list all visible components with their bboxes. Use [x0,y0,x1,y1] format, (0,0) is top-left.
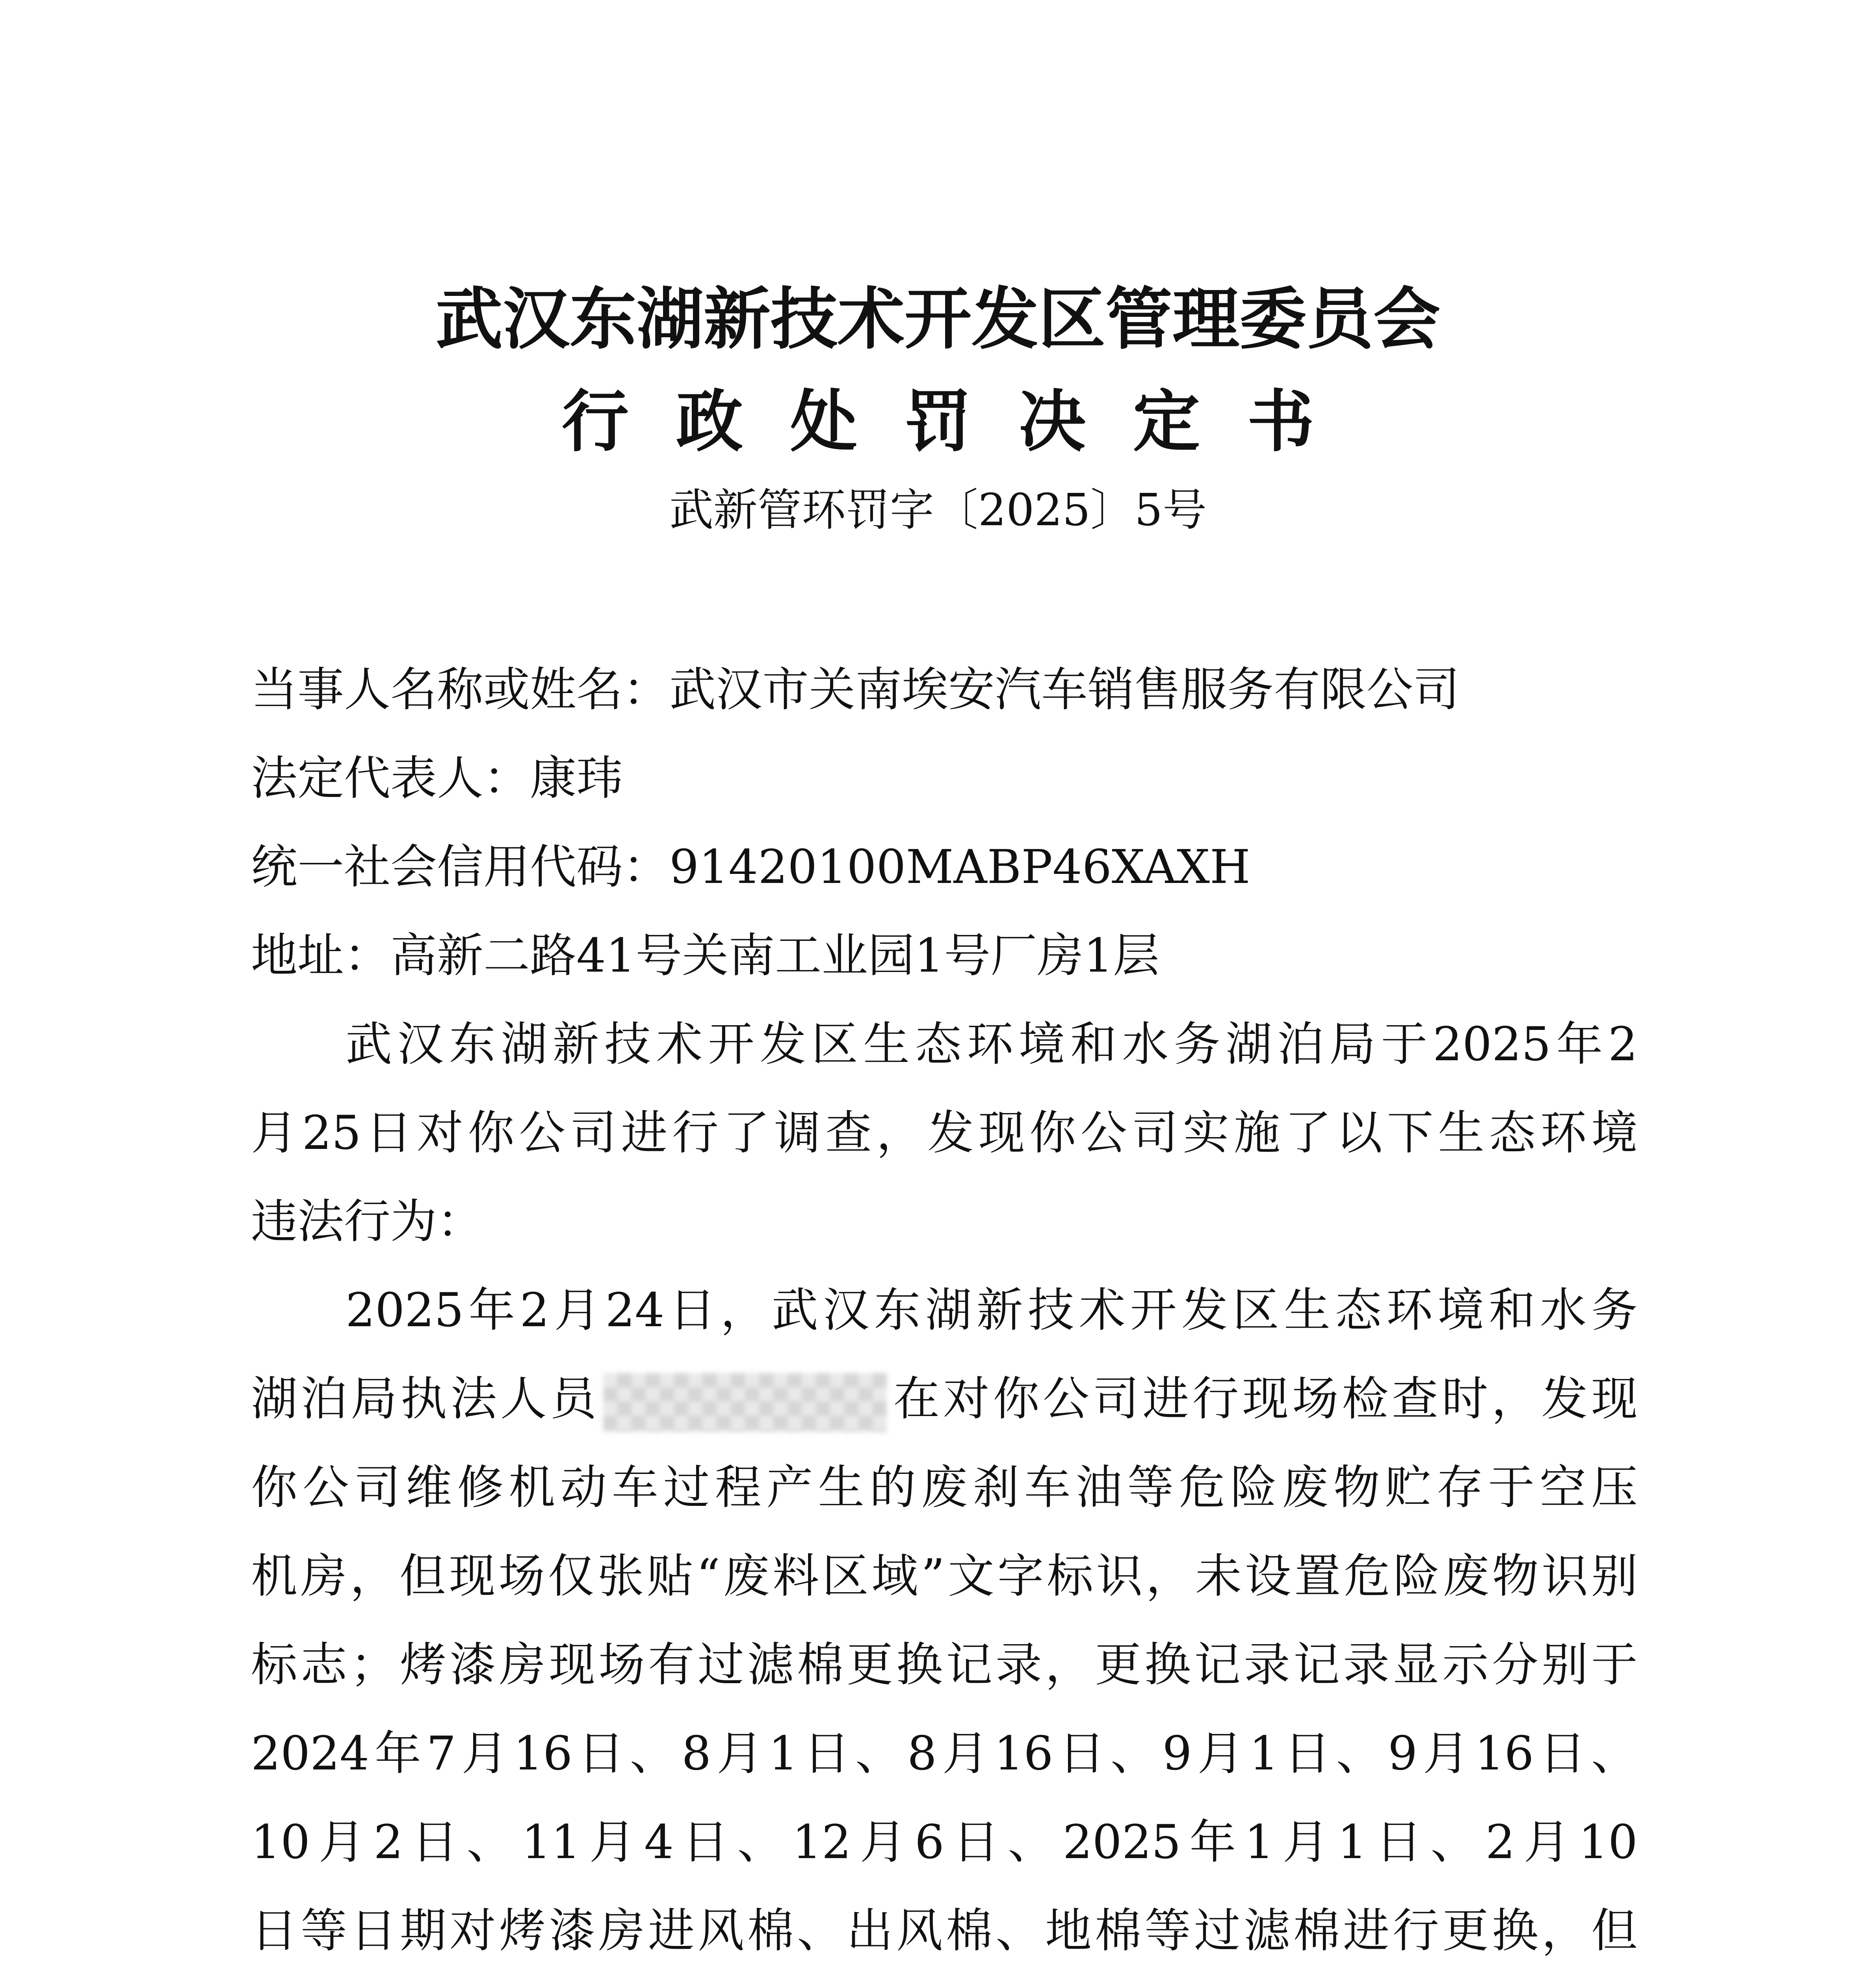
paragraph-2-line: 机房，但现场仅张贴“废料区域”文字标识，未设置危险废物识别 [251,1549,1638,1603]
paragraph-2-line: 标志；烤漆房现场有过滤棉更换记录，更换记录记录显示分别于 [251,1637,1638,1692]
party-name-line: 当事人名称或姓名：武汉市关南埃安汽车销售服务有限公司 [251,662,1460,717]
document-type-title: 行政处罚决定书 [561,382,1361,461]
paragraph-2-line: 10月2日、11月4日、12月6日、2025年1月1日、2月10 [251,1815,1638,1869]
redacted-name-block [603,1373,887,1432]
paragraph-2-line-with-redaction [251,1365,1638,1432]
paragraph-2-text: 湖泊局执法人员 [251,1372,600,1426]
document-number: 武新管环罚字〔2025〕5号 [669,485,1207,536]
paragraph-2-line: 2024年7月16日、8月1日、8月16日、9月1日、9月16日、 [251,1726,1638,1780]
credit-code-line: 统一社会信用代码：91420100MABP46XAXH [251,840,1250,894]
paragraph-2-line: 日等日期对烤漆房进风棉、出风棉、地棉等过滤棉进行更换，但 [251,1903,1638,1958]
paragraph-2-line: 2025年2月24日，武汉东湖新技术开发区生态环境和水务 [345,1283,1638,1337]
legal-representative-line: 法定代表人：康玮 [251,751,623,805]
paragraph-1-line: 月25日对你公司进行了调查，发现你公司实施了以下生态环境 [251,1106,1638,1160]
paragraph-2-line: 你公司维修机动车过程产生的废刹车油等危险废物贮存于空压 [251,1460,1638,1515]
address-line: 地址：高新二路41号关南工业园1号厂房1层 [251,928,1160,983]
issuer-title: 武汉东湖新技术开发区管理委员会 [435,280,1440,359]
paragraph-2-text: 在对你公司进行现场检查时，发现 [890,1372,1638,1426]
paragraph-1-line: 违法行为： [251,1194,484,1249]
paragraph-1-line: 武汉东湖新技术开发区生态环境和水务湖泊局于2025年2 [345,1017,1638,1071]
